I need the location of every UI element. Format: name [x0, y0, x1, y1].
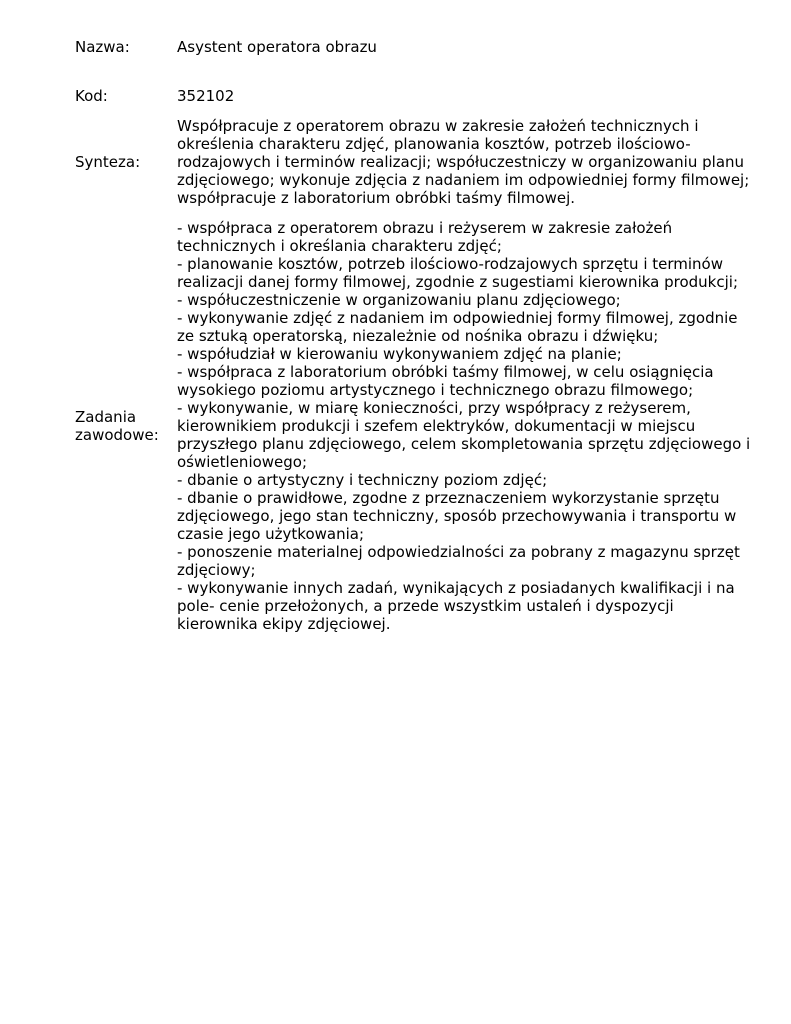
task-item: - współuczestniczenie w organizowaniu planu zdjęciowego;: [177, 291, 621, 309]
task-item: - ponoszenie materialnej odpowiedzialności za pobrany z magazynu sprzęt zdjęciowy;: [177, 543, 740, 579]
task-item: - wykonywanie, w miarę konieczności, przy współpracy z reżyserem, kierownikiem produkcji i szefem elektryków, dokumentacji w miejscu przyszłego planu zdjęciowego, celem skompletowania sprzętu zdjęciowego i oświetleniowego;: [177, 399, 751, 471]
occupation-description: [75, 37, 765, 633]
name-label: Nazwa:: [75, 38, 130, 56]
code-label: Kod:: [75, 87, 108, 105]
code-row: [75, 86, 765, 106]
code-value: 352102: [177, 87, 235, 105]
name-value: Asystent operatora obrazu: [177, 38, 377, 56]
task-item: - współudział w kierowaniu wykonywaniem zdjęć na planie;: [177, 345, 622, 363]
synthesis-value: Współpracuje z operatorem obrazu w zakresie założeń technicznych i określenia charakteru zdjęć, planowania kosztów, potrzeb ilościowo-rodzajowych i terminów realizacji; współuczestniczy w organizowaniu planu zdjęciowego; wykonuje zdjęcia z nadaniem im odpowiedniej formy filmowej; współpracuje z laboratorium obróbki taśmy filmowej.: [177, 117, 750, 207]
tasks-label: Zadania zawodowe:: [75, 408, 159, 444]
name-row: [75, 37, 765, 57]
synthesis-label: Synteza:: [75, 153, 141, 171]
task-item: - współpraca z laboratorium obróbki taśmy filmowej, w celu osiągnięcia wysokiego poziomu artystycznego i technicznego obrazu filmowego;: [177, 363, 714, 399]
task-item: - planowanie kosztów, potrzeb ilościowo-rodzajowych sprzętu i terminów realizacji danej formy filmowej, zgodnie z sugestiami kierownika produkcji;: [177, 255, 739, 291]
task-item: - wykonywanie innych zadań, wynikających z posiadanych kwalifikacji i na pole- cenie przełożonych, a przede wszystkim ustaleń i dyspozycji kierownika ekipy zdjęciowej.: [177, 579, 735, 633]
tasks-row: [75, 219, 765, 633]
synthesis-row: [75, 117, 765, 207]
task-item: - dbanie o artystyczny i techniczny poziom zdjęć;: [177, 471, 548, 489]
tasks-list: [177, 219, 752, 633]
task-item: - dbanie o prawidłowe, zgodne z przeznaczeniem wykorzystanie sprzętu zdjęciowego, jego stan techniczny, sposób przechowywania i transportu w czasie jego użytkowania;: [177, 489, 737, 543]
task-item: - wykonywanie zdjęć z nadaniem im odpowiedniej formy filmowej, zgodnie ze sztuką operatorską, niezależnie od nośnika obrazu i dźwięku;: [177, 309, 738, 345]
task-item: - współpraca z operatorem obrazu i reżyserem w zakresie założeń technicznych i określania charakteru zdjęć;: [177, 219, 673, 255]
